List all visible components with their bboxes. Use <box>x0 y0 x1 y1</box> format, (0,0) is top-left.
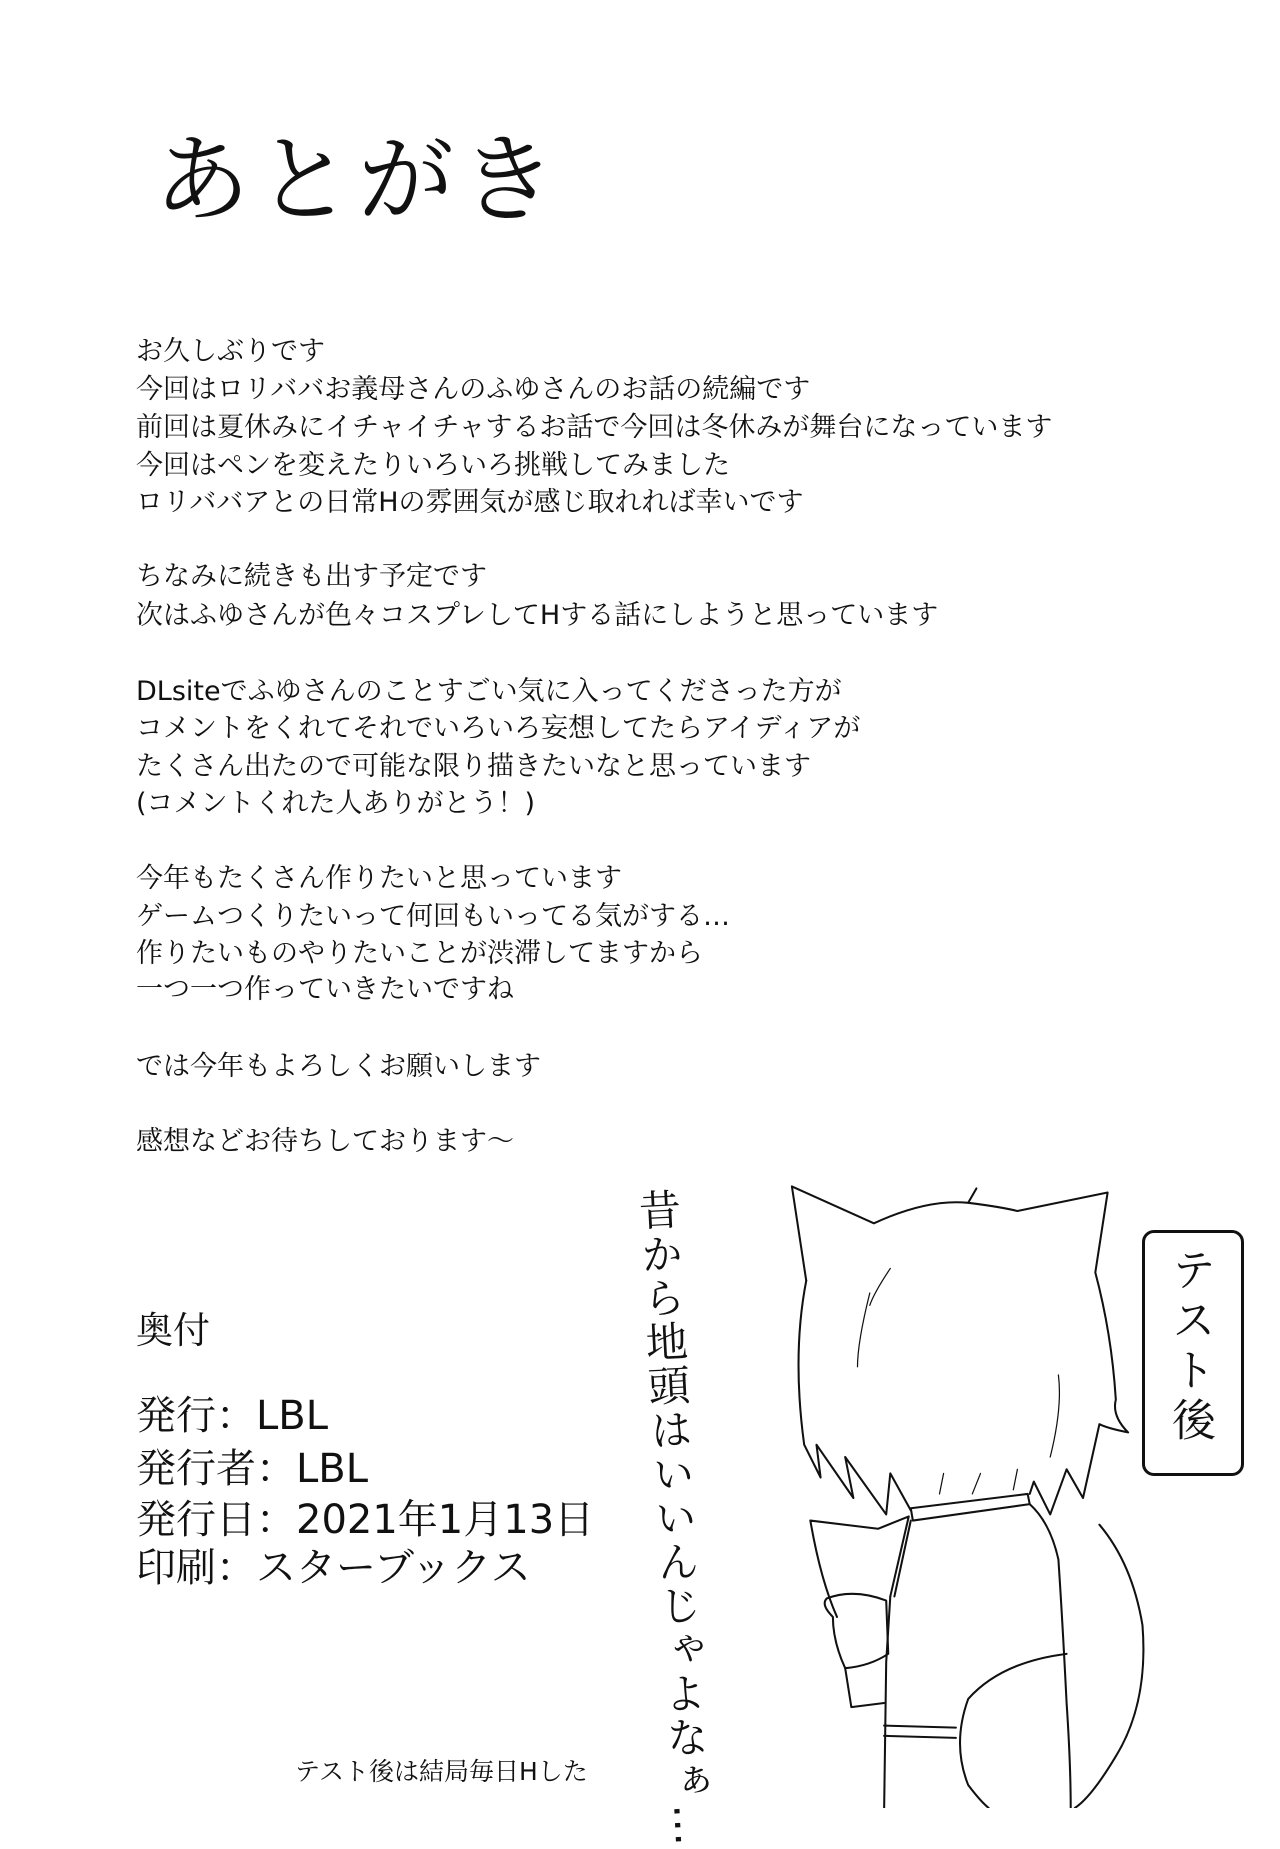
hair-left <box>799 1281 911 1515</box>
body-line: 作りたいものやりたいことが渋滞してますから <box>136 938 703 969</box>
tag-box <box>1142 1230 1244 1476</box>
body-line: 今回はペンを変えたりいろいろ挑戦してみました <box>136 450 730 481</box>
body-line: 前回は夏休みにイチャイチャするお話で今回は冬休みが舞台になっています <box>136 412 1053 443</box>
colophon-heading: 奥付 <box>136 1309 210 1352</box>
body-line: ちなみに続きも出す予定です <box>136 561 487 592</box>
hair-strands <box>857 1268 1059 1494</box>
body-line: ロリババアとの日常Hの雰囲気が感じ取れれば幸いです <box>136 487 804 518</box>
body-line: (コメントくれた人ありがとう！) <box>136 788 536 819</box>
belt <box>884 1726 956 1738</box>
illustration-caption: テスト後は結局毎日Hした <box>295 1757 588 1786</box>
body-line: 今年もたくさん作りたいと思っています <box>136 863 622 894</box>
colophon-publisher: 発行：LBL <box>136 1393 329 1439</box>
tag-text: テスト後 <box>1164 1247 1215 1447</box>
handwritten-speech: 昔から地頭はいいんじゃよなぁ… <box>631 1187 716 1849</box>
body-line: たくさん出たので可能な限り描きたいなと思っています <box>136 751 811 782</box>
body-line: 一つ一つ作っていきたいですね <box>136 974 514 1005</box>
body-line: コメントをくれてそれでいろいろ妄想してたらアイディアが <box>136 713 861 744</box>
body <box>884 1504 1071 1808</box>
body-line: お久しぶりです <box>136 336 325 367</box>
colophon-issuer: 発行者：LBL <box>136 1446 369 1492</box>
body-line: 今回はロリババお義母さんのふゆさんのお話の続編です <box>136 374 811 405</box>
body-line: DLsiteでふゆさんのことすごい気に入ってくださった方が <box>136 676 842 707</box>
tail <box>960 1525 1143 1808</box>
body-line: 次はふゆさんが色々コスプレしてHする話にしようと思っています <box>136 600 939 631</box>
body-line: ゲームつくりたいって何回もいってる気がする… <box>136 901 730 932</box>
collar <box>911 1494 1030 1521</box>
hand <box>825 1594 889 1668</box>
body-line: では今年もよろしくお願いします <box>136 1051 541 1082</box>
book <box>810 1516 908 1707</box>
colophon-date: 発行日：2021年1月13日 <box>136 1497 595 1543</box>
page-title: あとがき <box>154 124 562 236</box>
hair-outline <box>792 1186 1128 1514</box>
colophon-printer: 印刷：スターブックス <box>136 1545 531 1591</box>
body-line: 感想などお待ちしております～ <box>136 1126 514 1157</box>
